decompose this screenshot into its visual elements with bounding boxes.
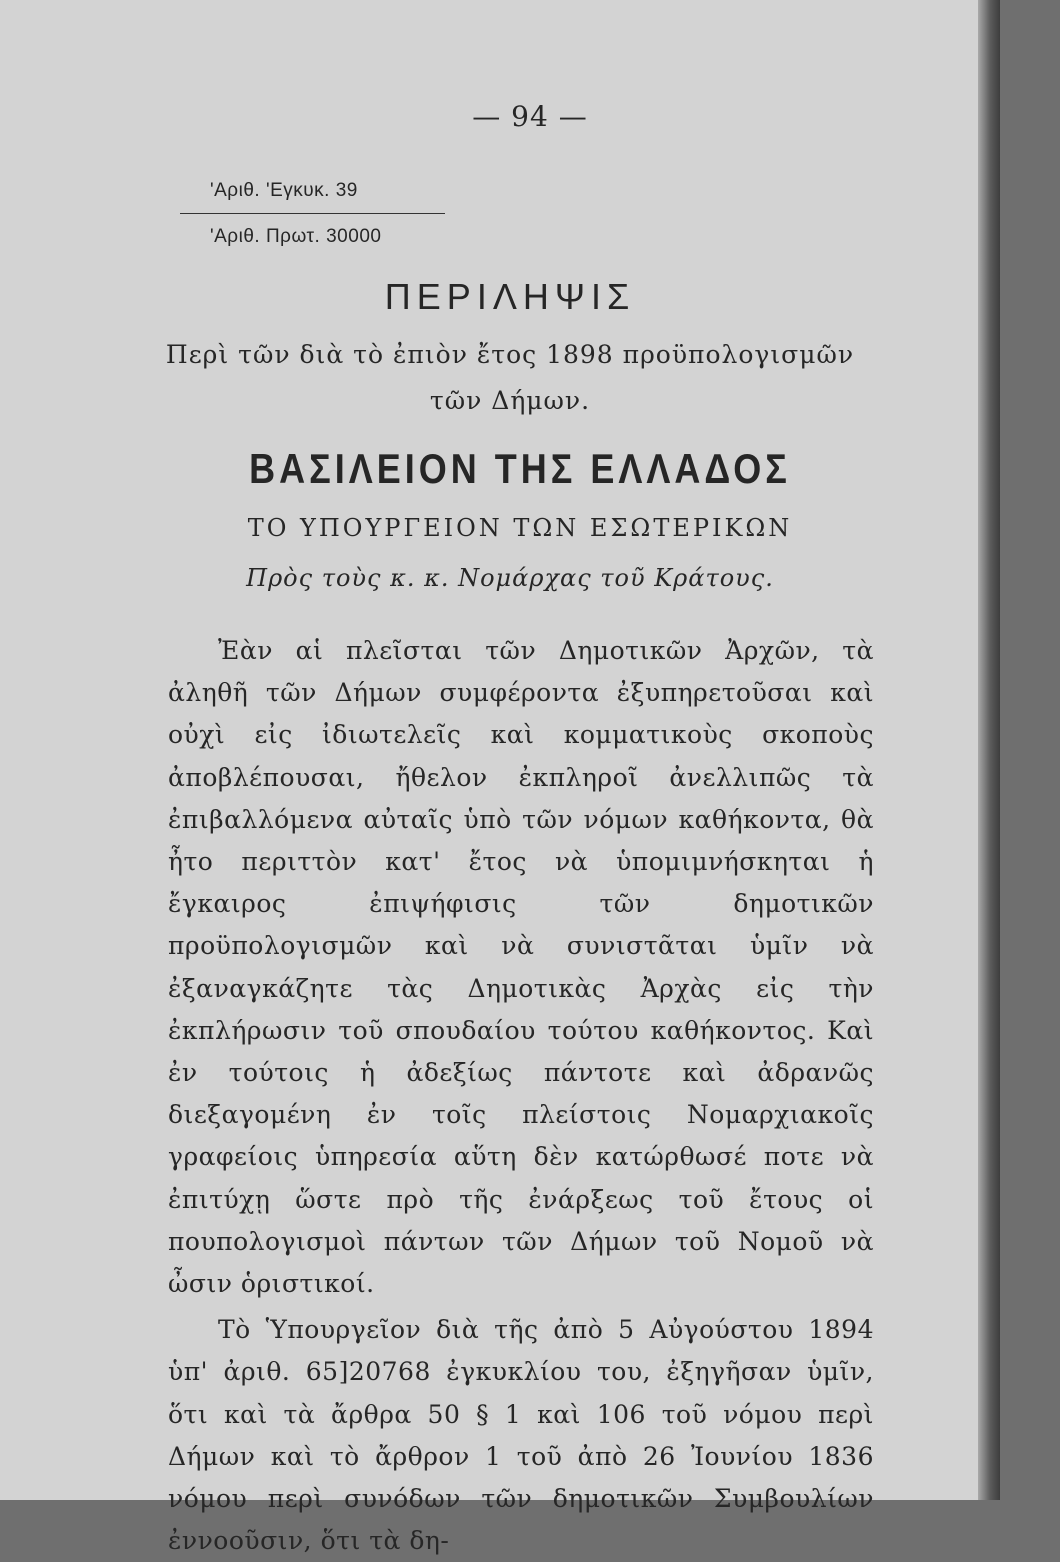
page-number: — 94 — (472, 100, 588, 133)
subtitle-line-1: Περὶ τῶν διὰ τὸ ἐπιὸν ἔτος 1898 προϋπολογισμῶν (165, 340, 855, 369)
paragraph-1: Ἐὰν αἱ πλεῖσται τῶν Δημοτικῶν Ἀρχῶν, τὰ ἀληθῆ τῶν Δήμων συμφέροντα ἐξυπηρετοῦσαι καὶ οὐχὶ εἰς ἰδιωτελεῖς καὶ κομματικοὺς σκοποὺς ἀποβλέπουσαι, ἤθελον ἐκπληροῖ ἀνελλιπῶς τὰ ἐπιβαλλόμενα αὐταῖς ὑπὸ τῶν νόμων καθήκοντα, θὰ ἦτο περιττὸν κατ' ἔτος νὰ ὑπομιμνήσκηται ἡ ἔγκαιρος ἐπιψήφισις τῶν δημοτικῶν προϋπολογισμῶν καὶ νὰ συνιστᾶται ὑμῖν νὰ ἐξαναγκάζητε τὰς Δημοτικὰς Ἀρχὰς εἰς τὴν ἐκπλήρωσιν τοῦ σπουδαίου τούτου καθήκοντος. Καὶ ἐν τούτοις ἡ ἀδεξίως πάντοτε καὶ ἀδρανῶς διεξαγομένη ἐν τοῖς πλείστοις Νομαρχιακοῖς γραφείοις ὑπηρεσία αὕτη δὲν κατώρθωσέ ποτε νὰ ἐπιτύχῃ ὥστε πρὸ τῆς ἐνάρξεως τοῦ ἔτους οἱ πουπολογισμοὶ πάντων τῶν Δήμων τοῦ Νομοῦ νὰ ὦσιν ὁριστικοί. (168, 636, 874, 1299)
addressee-line: Πρὸς τοὺς κ. κ. Νομάρχας τοῦ Κράτους. (246, 564, 774, 592)
paragraph-2: Τὸ Ὑπουργεῖον διὰ τῆς ἀπὸ 5 Αὐγούστου 1894 ὑπ' ἀριθ. 65]20768 ἐγκυκλίου του, ἐξηγῆσαν ὑμῖν, ὅτι καὶ τὰ ἄρθρα 50 § 1 καὶ 106 τοῦ νόμου περὶ Δήμων καὶ τὸ ἄρθρον 1 τοῦ ἀπὸ 26 Ἰουνίου 1836 νόμου περὶ συνόδων τῶν δημοτικῶν Συμβουλίων ἐννοοῦσιν, ὅτι τὰ δη- (168, 1315, 874, 1556)
body-text (168, 630, 874, 1562)
subtitle-line-2: τῶν Δήμων. (429, 386, 591, 415)
issuing-state: ΒΑΣΙΛΕΙΟΝ ΤΗΣ ΕΛΛΑΔΟΣ (249, 444, 791, 492)
page-edge-shadow (978, 0, 1000, 1500)
document-title: ΠΕΡΙΛΗΨΙΣ (384, 276, 636, 317)
protocol-number: 'Αριθ. Πρωτ. 30000 (210, 226, 382, 247)
reference-divider (180, 213, 445, 214)
issuing-ministry: ΤΟ ΥΠΟΥΡΓΕΙΟΝ ΤΩΝ ΕΣΩΤΕΡΙΚΩΝ (247, 514, 793, 542)
circular-number: 'Αριθ. 'Εγκυκ. 39 (210, 180, 358, 201)
